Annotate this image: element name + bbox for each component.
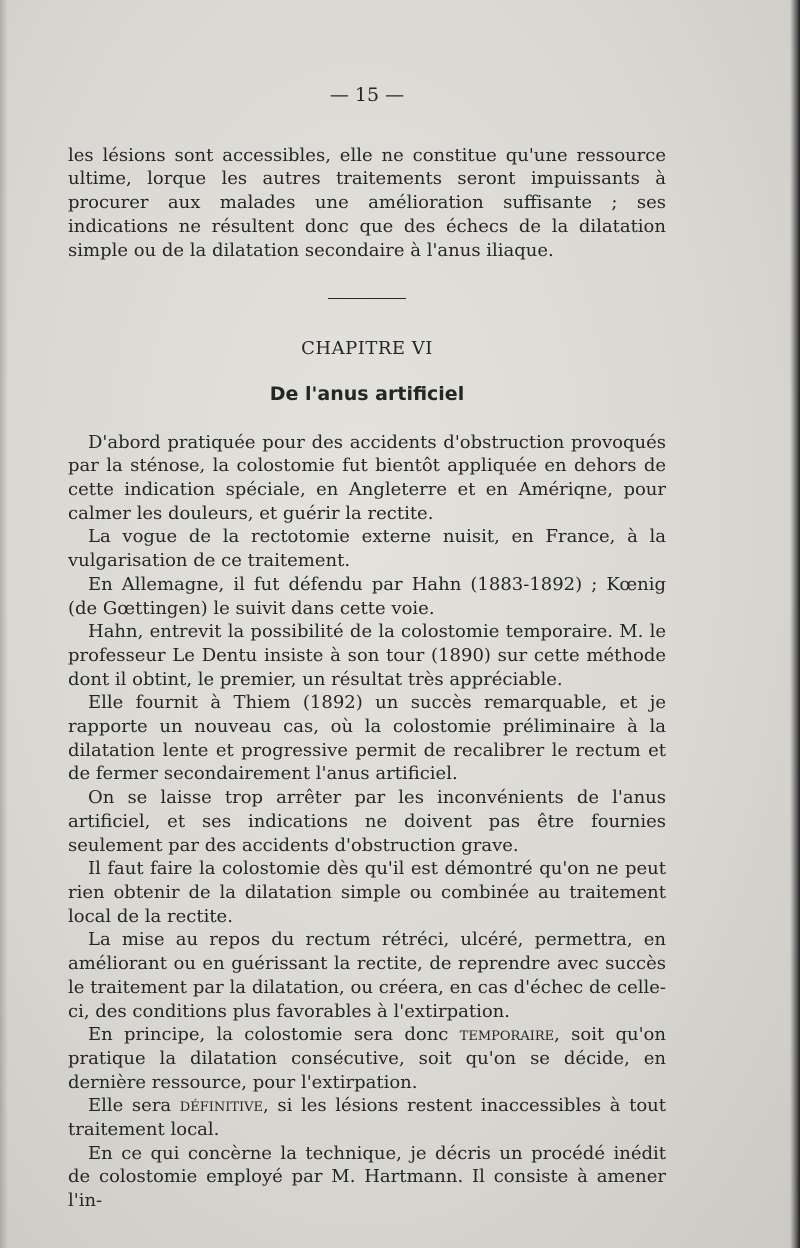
paragraph-technique: En ce qui concèrne la technique, je décris un procédé inédit de colostomie employé par M. Hartmann. Il consiste à amener l'in- [68, 1142, 666, 1212]
chapter-number: CHAPITRE VI [301, 338, 433, 360]
paragraph-thiem: Elle fournit à Thiem (1892) un succès remarquable, et je rapporte un nouveau cas, où la colostomie préliminaire à la dilatation lente et progressive permit de recalibrer le rectum et de fermer secondairement l'anus artificiel. [68, 692, 666, 785]
paragraph-vogue: La vogue de la rectotomie externe nuisit, en France, à la vulgarisation de ce traitement. [68, 526, 666, 572]
paragraph-hahn: Hahn, entrevit la possibilité de la colostomie temporaire. M. le professeur Le Dentu insiste à son tour (1890) sur cette méthode dont il obtint, le premier, un résultat très appréciable. [68, 621, 666, 690]
page-text-block [68, 84, 666, 1213]
paragraph-repos: La mise au repos du rectum rétréci, ulcéré, permettra, en améliorant ou en guérissant la rectite, de reprendre avec succès le traitement par la dilatation, ou créera, en cas d'échec de celle-ci, des conditions plus favorables à l'extirpation. [68, 929, 666, 1022]
principle-text-before: En principe, la colostomie sera donc [88, 1024, 460, 1046]
page-right-edge [790, 0, 800, 1248]
paragraph-principe [68, 1023, 666, 1094]
principle-text-after: , soit qu'on pratique la dilatation consécutive, soit qu'on se décide, en dernière ressource, pour l'extirpation. [68, 1024, 666, 1093]
paragraph-inconvenients: On se laisse trop arrêter par les inconvénients de l'anus artificiel, et ses indications ne doivent pas être fournies seulement par des accidents d'obstruction grave. [68, 787, 666, 856]
page-number: — 15 — [329, 84, 405, 106]
section-divider [328, 298, 406, 299]
intro-paragraph: les lésions sont accessibles, elle ne constitue qu'une ressource ultime, lorque les autres traitements seront impuissants à procurer aux malades une amélioration suffisante ; ses indications ne résultent donc que des échecs de la dilatation simple ou de la dilatation secondaire à l'anus iliaque. [68, 144, 666, 261]
principle-emphasis: temporaire [459, 1024, 555, 1046]
paragraph-allemagne: En Allemagne, il fut défendu par Hahn (1883-1892) ; Kœnig (de Gœttingen) le suivit dans cette voie. [68, 573, 666, 619]
paragraph-colostomie: Il faut faire la colostomie dès qu'il est démontré qu'on ne peut rien obtenir de la dilatation simple ou combinée au traitement local de la rectite. [68, 858, 666, 927]
chapter-title: De l'anus artificiel [269, 382, 465, 405]
paragraph-definitive [68, 1094, 666, 1141]
page-left-shadow [0, 0, 8, 1248]
definitive-emphasis: définitive [179, 1095, 264, 1117]
definitive-text-before: Elle sera [88, 1095, 180, 1117]
paragraph-obstruction: D'abord pratiquée pour des accidents d'obstruction provoqués par la sténose, la colostomie fut bientôt appliquée en dehors de cette indication spéciale, en Angleterre et en Amériqne, pour calmer les douleurs, et guérir la rectite. [68, 431, 666, 524]
definitive-text-after: , si les lésions restent inaccessibles à tout traitement local. [68, 1095, 666, 1141]
